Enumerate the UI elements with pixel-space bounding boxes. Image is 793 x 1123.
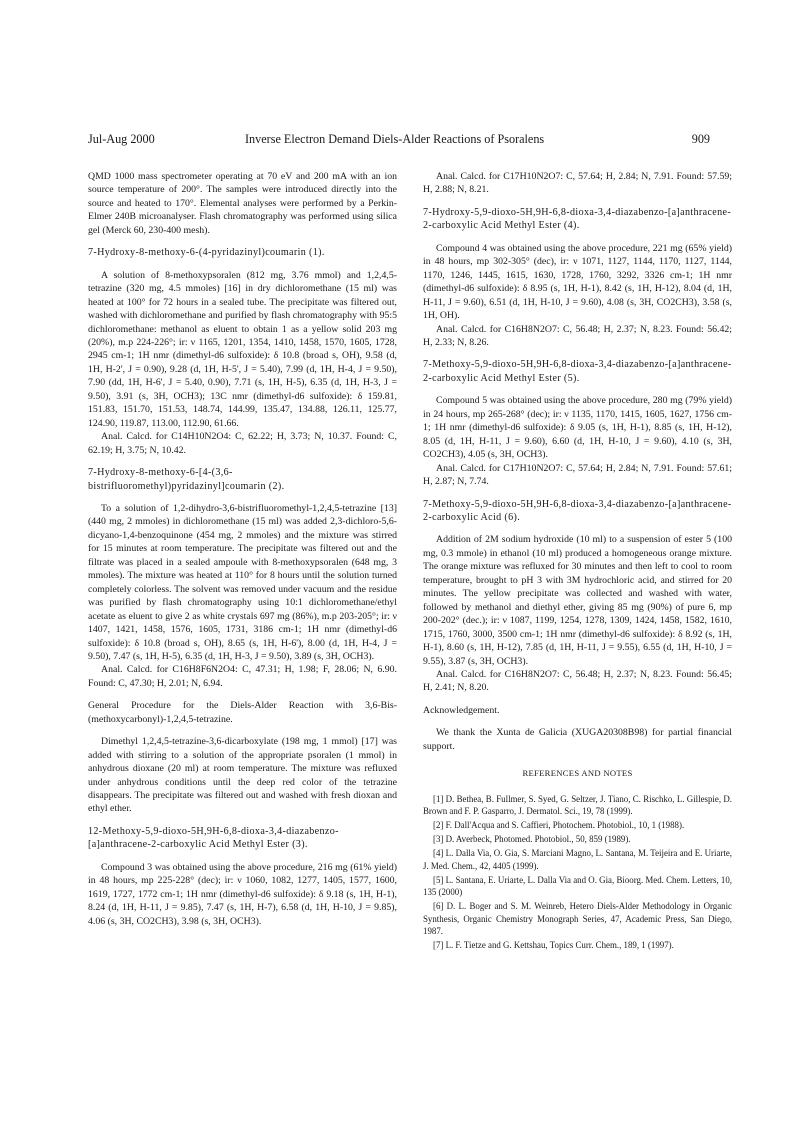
procedure-paragraph: Compound 4 was obtained using the above procedure, 221 mg (65% yield) in 48 hours, mp 302-305° (dec), ir: ν 1071, 1127, 1144, 1170, 1127, 1144, 1170, 1246, 1445, 1615, 1630, 1728, 1760, 3292, 3326 cm-1; 1H nmr (dimethyl-d6 sulfoxide): δ 8.95 (s, 1H, H-1), 8.42 (s, 1H, H-12), 8.04 (d, 1H, H-11, J = 9.60), 6.51 (d, 1H, H-10, J = 9.60), 4.08 (s, 3H, CO2CH3), 3.58 (s, 1H, OH). (423, 242, 732, 322)
compound-title: 7-Hydroxy-8-methoxy-6-[4-(3,6-bistrifluoromethyl)pyridazinyl]coumarin (2). (88, 467, 285, 492)
left-column (88, 170, 397, 928)
running-header (88, 131, 710, 147)
header-date: Jul-Aug 2000 (88, 132, 155, 146)
analysis-line: Anal. Calcd. for C16H8N2O7: C, 56.48; H, 2.37; N, 8.23. Found: 56.42; H, 2.33; N, 8.26. (423, 323, 732, 348)
analysis-line: Anal. Calcd. for C17H10N2O7: C, 57.64; H, 2.84; N, 7.91. Found: 57.61; H, 2.87; N, 7.74. (423, 462, 732, 488)
procedure-paragraph: A solution of 8-methoxypsoralen (812 mg, 3.76 mmol) and 1,2,4,5-tetrazine (320 mg, 4.5 mmoles) [16] in dry dichloromethane (15 ml) was heated at 100° for 72 hours in a sealed tube. The precipitate was filtered out, washed with dichloromethane and purified by flash chromatography with 95:5 dichloromethane: methanol as eluent to obtain 1 as a yellow solid 203 mg (20%), m.p 224-226°; ir: ν 1165, 1201, 1354, 1410, 1458, 1570, 1605, 1728, 2945 cm-1; 1H nmr (dimethyl-d6 sulfoxide): δ 10.8 (broad s, OH), 9.58 (d, 1H, H-2', J = 0.90), 9.28 (d, 1H, H-5', J = 5.40), 7.99 (d, 1H, H-4, J = 9.50), 7.90 (dd, 1H, H-6', J = 5.40, 0.90), 7.71 (s, 1H, H-5), 6.35 (d, 1H, H-3, J = 9.50), 3.91 (s, 3H, OCH3); 13C nmr (dimethyl-d6 sulfoxide): δ 159.81, 151.83, 151.70, 151.53, 148.74, 144.99, 135.47, 134.88, 126.11, 125.77, 124.90, 119.87, 113.00, 112.90, 61.66. (88, 269, 397, 429)
procedure-paragraph: Dimethyl 1,2,4,5-tetrazine-3,6-dicarboxylate (198 mg, 1 mmol) [17] was added with stirring to a solution of the appropriate psoralen (1 mmol) in anhydrous dioxane (20 ml) at room temperature. The mixture was refluxed under anhydrous conditions until the deep red color of the tetrazine disappears. The precipitate was filtered out and washed with fresh dioxan and ethyl ether. (88, 736, 397, 815)
compound-title: 7-Methoxy-5,9-dioxo-5H,9H-6,8-dioxa-3,4-diazabenzo-[a]anthracene-2-carboxylic Acid (6). (423, 498, 732, 523)
analysis-line: Anal. Calcd. for C17H10N2O7: C, 57.64; H, 2.84; N, 7.91. Found: 57.59; H, 2.88; N, 8.21. (423, 171, 732, 196)
procedure-paragraph: To a solution of 1,2-dihydro-3,6-bistrifluoromethyl-1,2,4,5-tetrazine [13] (440 mg, 2 mmoles) in dichloromethane (15 ml) was added 2,3-dichloro-5,6-dicyano-1,4-benzoquinone (454 mg, 2 mmoles) and the mixture was stirred for 15 minutes at room temperature. The precipitate was filtered out and the filtrate was placed in a sealed ampoule with 8-methoxypsoralen (648 mg, 3 mmoles). The mixture was heated at 110° for 8 hours until the solution turned completely colorless. The solvent was removed under vacuum and the residue was purified by flash chromatography using 10:1 dichloromethane/ethyl acetate as eluent to give 2 as white crystals 697 mg (86%), m.p 203-205°; ir: ν 1407, 1421, 1458, 1576, 1605, 1731, 3186 cm-1; 1H nmr (dimethyl-d6 sulfoxide): δ 10.8 (broad s, OH), 8.65 (s, 1H, H-6'), 8.00 (d, 1H, H-4, J = 9.50), 7.47 (s, 1H, H-5), 6.35 (d, 1H, H-3, J = 9.50), 3.89 (s, 3H, OCH3). (88, 502, 397, 662)
reference-item: [6] D. L. Boger and S. M. Weinreb, Hetero Diels-Alder Methodology in Organic Synthesis, Organic Chemistry Monograph Series, 47, Academic Press, San Diego, 1987. (423, 901, 732, 936)
procedure-paragraph: Addition of 2M sodium hydroxide (10 ml) to a suspension of ester 5 (100 mg, 0.3 mmole) in ethanol (10 ml) produced a homogeneous orange mixture. The orange mixture was refluxed for 30 minutes and then left to cool to room temperature, brought to pH 3 with 3M hydrochloric acid, and stirred for 20 minutes. The yellow precipitate was collected and washed with water, followed by methanol and diethyl ether, giving 85 mg (90%) of pure 6, mp 200-202° (dec.); ir: ν 1087, 1199, 1254, 1278, 1309, 1424, 1458, 1582, 1610, 1715, 1760, 3000, 3500 cm-1; 1H nmr (dimethyl-d6 sulfoxide): δ 8.92 (s, 1H, H-1), 8.60 (s, 1H, H-12), 7.85 (d, 1H, H-11, J = 9.55), 6.55 (d, 1H, H-10, J = 9.55), 3.87 (s, 3H, OCH3). (423, 534, 732, 667)
compound-title: 7-Hydroxy-5,9-dioxo-5H,9H-6,8-dioxa-3,4-diazabenzo-[a]anthracene-2-carboxylic Acid Methyl Ester (4). (423, 206, 732, 232)
acknowledgement-heading: Acknowledgement. (423, 704, 500, 716)
section-title: General Procedure for the Diels-Alder Reaction with 3,6-Bis-(methoxycarbonyl)-1,2,4,5-tetrazine. (88, 700, 397, 725)
reference-item: [1] D. Bethea, B. Fullmer, S. Syed, G. Seltzer, J. Tiano, C. Rischko, L. Gillespie, D. Brown and F. P. Gasparro, J. Dermatol. Sci., 19, 78 (1999). (423, 793, 732, 816)
reference-item: [4] L. Dalla Via, O. Gia, S. Marciani Magno, L. Santana, M. Teijeira and E. Uriarte, J. Med. Chem., 42, 4405 (1999). (423, 848, 732, 871)
analysis-line: Anal. Calcd. for C14H10N2O4: C, 62.22; H, 3.73; N, 10.37. Found: C, 62.19; H, 3.75; N, 10.42. (88, 431, 397, 456)
reference-item: [5] L. Santana, E. Uriarte, L. Dalla Via and O. Gia, Bioorg. Med. Chem. Letters, 10, 135 (2000) (423, 874, 732, 898)
procedure-paragraph: Compound 5 was obtained using the above procedure, 280 mg (79% yield) in 24 hours, mp 265-268° (dec); ir: ν 1135, 1170, 1415, 1605, 1627, 1756 cm-1; 1H nmr (dimethyl-d6 sulfoxide): δ 9.05 (s, 1H, H-1), 8.85 (s, 1H, H-12), 8.05 (d, 1H, H-11, J = 9.60), 6.60 (d, 1H, H-10, J = 9.60), 4.10 (s, 3H, CO2CH3), 4.05 (s, 3H, OCH3). (423, 395, 732, 461)
compound-title: 7-Methoxy-5,9-dioxo-5H,9H-6,8-dioxa-3,4-diazabenzo-[a]anthracene-2-carboxylic Acid Methyl Ester (5). (423, 359, 732, 384)
procedure-paragraph: Compound 3 was obtained using the above procedure, 216 mg (61% yield) in 48 hours, mp 225-228° (dec); ir: ν 1060, 1082, 1277, 1405, 1577, 1600, 1619, 1727, 1772 cm-1; 1H nmr (dimethyl-d6 sulfoxide): δ 9.18 (s, 1H, H-1), 8.24 (d, 1H, H-11, J = 9.85), 7.47 (s, 1H, H-7), 6.58 (d, 1H, H-10, J = 9.85), 4.06 (s, 3H, CO2CH3), 3.98 (s, 3H, OCH3). (88, 861, 397, 927)
analysis-line: Anal. Calcd. for C16H8F6N2O4: C, 47.31; H, 1.98; F, 28.06; N, 6.90. Found: C, 47.30; H, 2.01; N, 6.94. (88, 664, 397, 689)
references-heading: REFERENCES AND NOTES (522, 768, 633, 779)
experimental-paragraph: QMD 1000 mass spectrometer operating at 70 eV and 200 mA with an ion source temperature of 200°. The samples were introduced directly into the source and heated to 170°. Elemental analyses were performed by a Perkin-Elmer 240B microanalyser. Flash chromatography was performed using silica gel (Merck 60, 230-400 mesh). (88, 171, 397, 236)
analysis-line: Anal. Calcd. for C16H8N2O7: C, 56.48; H, 2.37; N, 8.23. Found: 56.45; H, 2.41; N, 8.20. (423, 668, 732, 694)
acknowledgement-text: We thank the Xunta de Galicia (XUGA20308B98) for partial financial support. (423, 727, 732, 752)
reference-item: [7] L. F. Tietze and G. Kettshau, Topics Curr. Chem., 189, 1 (1997). (433, 939, 674, 950)
reference-item: [3] D. Averbeck, Photomed. Photobiol., 50, 859 (1989). (433, 834, 631, 845)
right-column (423, 170, 732, 953)
header-title: Inverse Electron Demand Diels-Alder Reactions of Psoralens (245, 132, 545, 146)
compound-title: 7-Hydroxy-8-methoxy-6-(4-pyridazinyl)coumarin (1). (88, 247, 325, 259)
compound-title: 12-Methoxy-5,9-dioxo-5H,9H-6,8-dioxa-3,4-diazabenzo-[a]anthracene-2-carboxylic Acid Methyl Ester (3). (88, 825, 339, 851)
reference-item: [2] F. Dall'Acqua and S. Caffieri, Photochem. Photobiol., 10, 1 (1988). (433, 820, 685, 831)
page-number: 909 (691, 132, 710, 146)
